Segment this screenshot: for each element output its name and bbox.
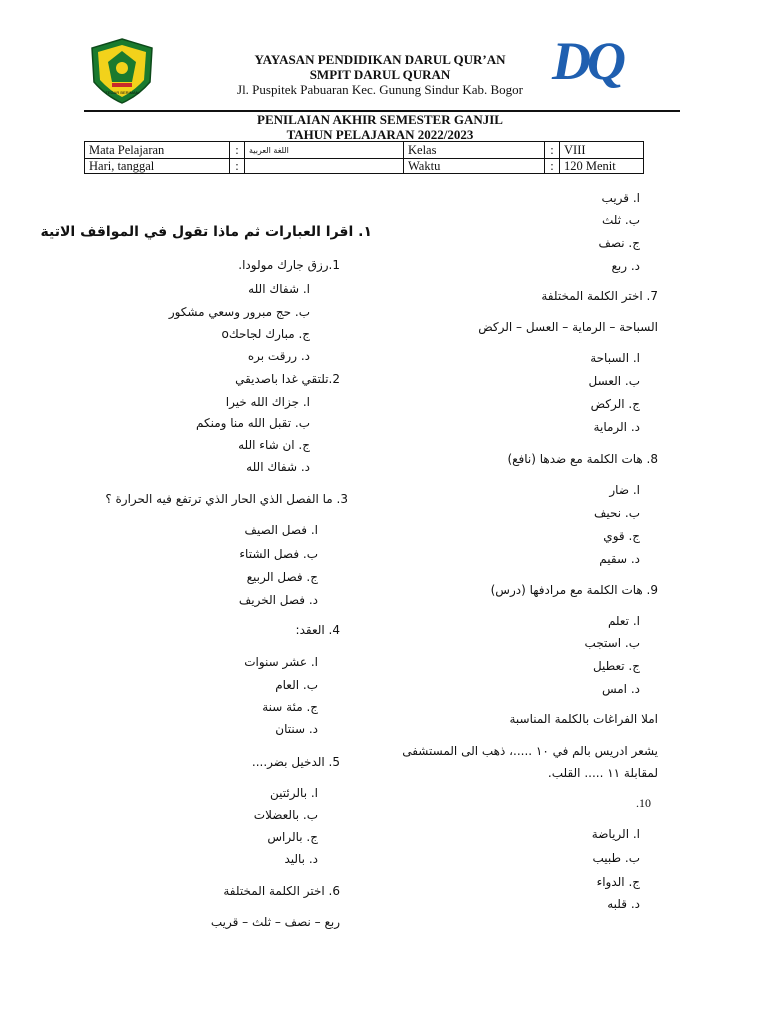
- foundation-name: YAYASAN PENDIDIKAN DARUL QUR’AN: [254, 52, 506, 67]
- question-6-option-c: ج. نصف: [598, 236, 640, 250]
- subject-value-text: اللغة العربية: [249, 146, 289, 155]
- date-label: Hari, tanggal: [85, 159, 230, 174]
- date-value: [245, 159, 404, 174]
- question-9-option-a: ا. تعلم: [607, 614, 640, 628]
- question-1-option-b: ب. حج مبرور وسعي مشكور: [168, 305, 310, 319]
- question-7-option-a: ا. السباحة: [590, 351, 640, 365]
- colon: :: [545, 159, 560, 174]
- subject-label: Mata Pelajaran: [85, 142, 230, 159]
- question-5-stem: 5. الدخيل بضر....: [251, 755, 340, 769]
- question-2-stem: 2.تلتقي غدا باصديقي: [235, 372, 340, 386]
- question-5-option-c: ج. بالراس: [267, 830, 318, 844]
- question-10-option-c: ج. الدواء: [596, 875, 640, 889]
- question-4-stem: 4. العقد:: [295, 623, 340, 637]
- question-3-stem: 3. ما الفصل الذي الحار الذي ترتفع فيه الحرارة ؟: [105, 492, 348, 506]
- question-2-option-c: ج. ان شاء الله: [238, 438, 310, 452]
- question-3-option-c: ج. فصل الربيع: [246, 570, 318, 584]
- class-value: VIII: [560, 142, 644, 159]
- question-6-words: ربع – نصف – ثلث – قريب: [210, 915, 340, 929]
- colon: :: [230, 159, 245, 174]
- fill-in-instruction: املا الفراغات بالكلمة المناسبة: [509, 712, 658, 726]
- question-10-option-b: ب. طبيب: [592, 851, 640, 865]
- school-name: SMPIT DARUL QURAN: [309, 67, 451, 82]
- question-3-option-a: ا. فصل الصيف: [244, 523, 318, 537]
- question-8-option-c: ج. قوي: [603, 529, 640, 543]
- school-address: Jl. Puspitek Pabuaran Kec. Gunung Sindur Kab. Bogor: [237, 82, 523, 97]
- subject-value: [245, 142, 404, 159]
- question-1-option-a: ا. شفاك الله: [248, 282, 310, 296]
- question-1-stem: 1.رزق جارك مولودا.: [238, 258, 340, 272]
- exam-info-table: [84, 141, 644, 174]
- question-10-option-a: ا. الرياضة: [591, 827, 640, 841]
- class-label: Kelas: [404, 142, 545, 159]
- question-7-option-c: ج. الركض: [590, 397, 640, 411]
- question-6-option-a: ا. قريب: [601, 191, 640, 205]
- question-2-option-b: ب. تقبل الله منا ومنكم: [195, 416, 310, 430]
- question-4-option-c: ج. مئة سنة: [262, 700, 318, 714]
- exam-title: [170, 112, 590, 142]
- question-8-stem: 8. هات الكلمة مع ضدها (نافع): [507, 452, 658, 466]
- time-value: 120 Menit: [560, 159, 644, 174]
- table-row: [85, 142, 644, 159]
- question-3-option-b: ب. فصل الشتاء: [239, 547, 318, 561]
- question-9-stem: 9. هات الكلمة مع مرادفها (درس): [490, 583, 658, 597]
- dq-logo-text: DQ: [552, 31, 622, 91]
- passage-line-2: لمقابلة ١١ ..... القلب.: [547, 766, 658, 780]
- exam-name: PENILAIAN AKHIR SEMESTER GANJIL: [257, 112, 503, 127]
- question-6-option-d: د. ربع: [611, 259, 640, 273]
- question-5-option-d: د. باليد: [284, 852, 318, 866]
- section-instruction: ١. اقرا العبارات ثم ماذا تقول في المواقف الاتية: [40, 224, 372, 240]
- school-crest-logo: [88, 38, 156, 104]
- question-1-option-c: ج. مبارك لجاحكo: [221, 327, 310, 341]
- question-5-option-a: ا. بالرئتين: [270, 786, 318, 800]
- question-7-words: السباحة – الرماية – العسل – الركض: [478, 320, 658, 334]
- question-8-option-d: د. سقيم: [599, 552, 640, 566]
- question-2-option-a: ا. جزاك الله خيرا: [225, 395, 310, 409]
- question-8-option-b: ب. نحيف: [593, 506, 640, 520]
- question-2-option-d: د. شفاك الله: [246, 460, 310, 474]
- colon: :: [230, 142, 245, 159]
- question-5-option-b: ب. بالعضلات: [253, 808, 318, 822]
- dq-logo: [552, 30, 662, 100]
- question-3-option-d: د. فصل الخريف: [238, 593, 318, 607]
- colon: :: [545, 142, 560, 159]
- question-9-option-d: د. امس: [601, 682, 640, 696]
- question-9-option-c: ج. تعطيل: [592, 659, 640, 673]
- crest-motto: TEGAR BERIMAN: [105, 90, 139, 95]
- question-6-option-b: ب. ثلث: [601, 213, 640, 227]
- question-6-stem: 6. اختر الكلمة المختلفة: [223, 884, 340, 898]
- passage-line-1: يشعر ادريس بالم في ١٠ .....، ذهب الى المستشفى: [402, 744, 658, 758]
- question-4-option-a: ا. عشر سنوات: [244, 655, 318, 669]
- question-1-option-d: د. ررقت بره: [247, 349, 310, 363]
- question-7-option-d: د. الرماية: [593, 420, 640, 434]
- question-7-stem: 7. اختر الكلمة المختلفة: [541, 289, 658, 303]
- letterhead: [170, 52, 590, 97]
- exam-year: TAHUN PELAJARAN 2022/2023: [286, 127, 474, 142]
- question-9-option-b: ب. استجب: [584, 636, 640, 650]
- question-7-option-b: ب. العسل: [588, 374, 640, 388]
- time-label: Waktu: [404, 159, 545, 174]
- question-4-option-b: ب. العام: [275, 678, 318, 692]
- question-4-option-d: د. سنتان: [275, 722, 318, 736]
- question-10-option-d: د. قلبه: [607, 897, 640, 911]
- table-row: [85, 159, 644, 174]
- question-10-label: .10: [636, 796, 651, 810]
- question-8-option-a: ا. ضار: [609, 483, 640, 497]
